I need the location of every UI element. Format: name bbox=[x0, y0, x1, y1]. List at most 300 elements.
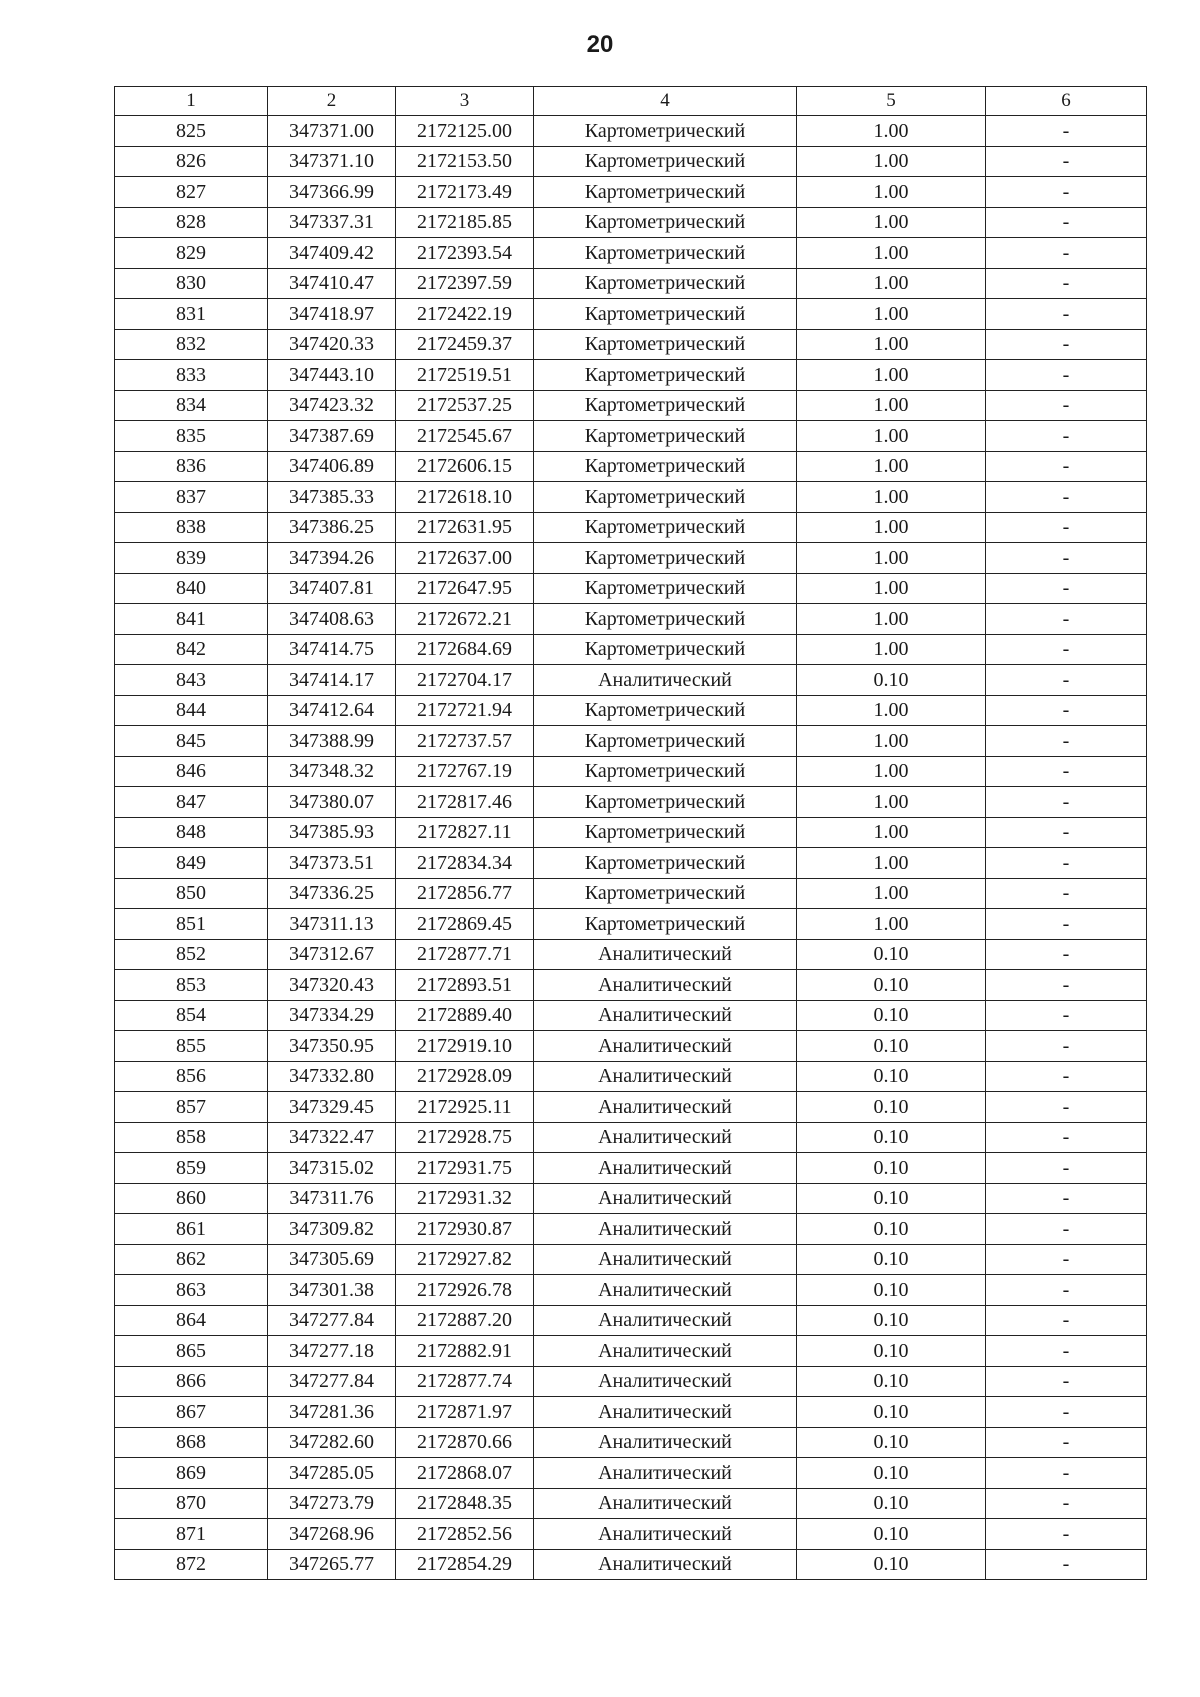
cell-point-number: 856 bbox=[115, 1061, 268, 1092]
cell-method: Картометрический bbox=[534, 451, 797, 482]
cell-method: Аналитический bbox=[534, 1305, 797, 1336]
cell-method: Аналитический bbox=[534, 1397, 797, 1428]
table-row bbox=[115, 1183, 1147, 1214]
column-header-4: 4 bbox=[534, 87, 797, 116]
cell-coordinate-x: 347414.75 bbox=[268, 634, 396, 665]
cell-note: - bbox=[986, 1244, 1147, 1275]
cell-note: - bbox=[986, 634, 1147, 665]
cell-note: - bbox=[986, 268, 1147, 299]
cell-coordinate-x: 347281.36 bbox=[268, 1397, 396, 1428]
cell-accuracy: 0.10 bbox=[797, 1336, 986, 1367]
cell-coordinate-y: 2172868.07 bbox=[396, 1458, 534, 1489]
cell-point-number: 857 bbox=[115, 1092, 268, 1123]
table-header bbox=[115, 87, 1147, 116]
cell-note: - bbox=[986, 116, 1147, 147]
cell-coordinate-y: 2172153.50 bbox=[396, 146, 534, 177]
cell-note: - bbox=[986, 939, 1147, 970]
table-row bbox=[115, 1153, 1147, 1184]
cell-coordinate-y: 2172185.85 bbox=[396, 207, 534, 238]
cell-coordinate-x: 347348.32 bbox=[268, 756, 396, 787]
cell-point-number: 835 bbox=[115, 421, 268, 452]
cell-coordinate-y: 2172631.95 bbox=[396, 512, 534, 543]
cell-coordinate-y: 2172637.00 bbox=[396, 543, 534, 574]
cell-note: - bbox=[986, 1061, 1147, 1092]
cell-point-number: 830 bbox=[115, 268, 268, 299]
cell-method: Аналитический bbox=[534, 1000, 797, 1031]
cell-method: Картометрический bbox=[534, 268, 797, 299]
cell-coordinate-y: 2172928.75 bbox=[396, 1122, 534, 1153]
cell-coordinate-y: 2172848.35 bbox=[396, 1488, 534, 1519]
cell-coordinate-y: 2172422.19 bbox=[396, 299, 534, 330]
table-row bbox=[115, 360, 1147, 391]
cell-coordinate-x: 347420.33 bbox=[268, 329, 396, 360]
cell-coordinate-x: 347301.38 bbox=[268, 1275, 396, 1306]
cell-method: Картометрический bbox=[534, 787, 797, 818]
cell-point-number: 833 bbox=[115, 360, 268, 391]
cell-coordinate-y: 2172877.74 bbox=[396, 1366, 534, 1397]
table-row bbox=[115, 207, 1147, 238]
cell-coordinate-y: 2172931.75 bbox=[396, 1153, 534, 1184]
cell-coordinate-x: 347387.69 bbox=[268, 421, 396, 452]
table-row bbox=[115, 268, 1147, 299]
cell-accuracy: 0.10 bbox=[797, 1000, 986, 1031]
cell-coordinate-y: 2172817.46 bbox=[396, 787, 534, 818]
cell-accuracy: 0.10 bbox=[797, 1488, 986, 1519]
cell-accuracy: 0.10 bbox=[797, 1061, 986, 1092]
cell-coordinate-y: 2172882.91 bbox=[396, 1336, 534, 1367]
cell-note: - bbox=[986, 970, 1147, 1001]
cell-coordinate-x: 347371.00 bbox=[268, 116, 396, 147]
cell-note: - bbox=[986, 329, 1147, 360]
table-row bbox=[115, 146, 1147, 177]
cell-method: Картометрический bbox=[534, 726, 797, 757]
cell-coordinate-x: 347380.07 bbox=[268, 787, 396, 818]
cell-note: - bbox=[986, 1488, 1147, 1519]
table-row bbox=[115, 634, 1147, 665]
cell-method: Картометрический bbox=[534, 909, 797, 940]
cell-method: Картометрический bbox=[534, 756, 797, 787]
cell-method: Картометрический bbox=[534, 482, 797, 513]
cell-coordinate-x: 347265.77 bbox=[268, 1549, 396, 1580]
cell-accuracy: 1.00 bbox=[797, 329, 986, 360]
cell-point-number: 841 bbox=[115, 604, 268, 635]
cell-point-number: 863 bbox=[115, 1275, 268, 1306]
cell-note: - bbox=[986, 1153, 1147, 1184]
cell-point-number: 866 bbox=[115, 1366, 268, 1397]
table-row bbox=[115, 817, 1147, 848]
table-row bbox=[115, 1336, 1147, 1367]
cell-method: Картометрический bbox=[534, 299, 797, 330]
cell-accuracy: 0.10 bbox=[797, 1183, 986, 1214]
cell-point-number: 860 bbox=[115, 1183, 268, 1214]
cell-coordinate-y: 2172834.34 bbox=[396, 848, 534, 879]
cell-method: Аналитический bbox=[534, 1488, 797, 1519]
cell-coordinate-x: 347371.10 bbox=[268, 146, 396, 177]
cell-accuracy: 0.10 bbox=[797, 1031, 986, 1062]
column-header-2: 2 bbox=[268, 87, 396, 116]
cell-method: Картометрический bbox=[534, 512, 797, 543]
cell-note: - bbox=[986, 909, 1147, 940]
cell-coordinate-x: 347385.93 bbox=[268, 817, 396, 848]
cell-coordinate-x: 347273.79 bbox=[268, 1488, 396, 1519]
table-row bbox=[115, 543, 1147, 574]
cell-method: Аналитический bbox=[534, 1092, 797, 1123]
cell-coordinate-x: 347309.82 bbox=[268, 1214, 396, 1245]
coordinates-table bbox=[114, 86, 1147, 1580]
cell-accuracy: 1.00 bbox=[797, 634, 986, 665]
cell-accuracy: 1.00 bbox=[797, 299, 986, 330]
cell-point-number: 859 bbox=[115, 1153, 268, 1184]
cell-method: Аналитический bbox=[534, 1061, 797, 1092]
cell-coordinate-x: 347410.47 bbox=[268, 268, 396, 299]
cell-accuracy: 0.10 bbox=[797, 1458, 986, 1489]
table-body bbox=[115, 116, 1147, 1580]
cell-method: Аналитический bbox=[534, 1427, 797, 1458]
cell-point-number: 868 bbox=[115, 1427, 268, 1458]
table-row bbox=[115, 1031, 1147, 1062]
table-row bbox=[115, 116, 1147, 147]
cell-coordinate-x: 347285.05 bbox=[268, 1458, 396, 1489]
column-header-6: 6 bbox=[986, 87, 1147, 116]
cell-coordinate-y: 2172173.49 bbox=[396, 177, 534, 208]
cell-accuracy: 1.00 bbox=[797, 726, 986, 757]
cell-method: Картометрический bbox=[534, 421, 797, 452]
table-row bbox=[115, 299, 1147, 330]
table-row bbox=[115, 1092, 1147, 1123]
cell-coordinate-x: 347320.43 bbox=[268, 970, 396, 1001]
cell-note: - bbox=[986, 573, 1147, 604]
cell-note: - bbox=[986, 512, 1147, 543]
cell-point-number: 837 bbox=[115, 482, 268, 513]
cell-point-number: 828 bbox=[115, 207, 268, 238]
cell-coordinate-y: 2172927.82 bbox=[396, 1244, 534, 1275]
cell-point-number: 826 bbox=[115, 146, 268, 177]
cell-accuracy: 0.10 bbox=[797, 1305, 986, 1336]
cell-coordinate-x: 347277.84 bbox=[268, 1366, 396, 1397]
table-row bbox=[115, 726, 1147, 757]
cell-note: - bbox=[986, 817, 1147, 848]
cell-coordinate-x: 347268.96 bbox=[268, 1519, 396, 1550]
cell-accuracy: 0.10 bbox=[797, 1122, 986, 1153]
table-row bbox=[115, 1305, 1147, 1336]
cell-method: Картометрический bbox=[534, 573, 797, 604]
cell-accuracy: 0.10 bbox=[797, 1519, 986, 1550]
table-row bbox=[115, 1488, 1147, 1519]
cell-coordinate-y: 2172618.10 bbox=[396, 482, 534, 513]
cell-note: - bbox=[986, 177, 1147, 208]
cell-accuracy: 1.00 bbox=[797, 756, 986, 787]
cell-coordinate-x: 347443.10 bbox=[268, 360, 396, 391]
table-row bbox=[115, 1549, 1147, 1580]
cell-point-number: 869 bbox=[115, 1458, 268, 1489]
cell-note: - bbox=[986, 726, 1147, 757]
cell-coordinate-x: 347312.67 bbox=[268, 939, 396, 970]
cell-note: - bbox=[986, 1122, 1147, 1153]
cell-method: Картометрический bbox=[534, 634, 797, 665]
cell-coordinate-y: 2172393.54 bbox=[396, 238, 534, 269]
cell-accuracy: 1.00 bbox=[797, 451, 986, 482]
cell-note: - bbox=[986, 238, 1147, 269]
cell-point-number: 839 bbox=[115, 543, 268, 574]
table-row bbox=[115, 909, 1147, 940]
cell-coordinate-y: 2172931.32 bbox=[396, 1183, 534, 1214]
cell-note: - bbox=[986, 604, 1147, 635]
cell-note: - bbox=[986, 1366, 1147, 1397]
cell-coordinate-y: 2172877.71 bbox=[396, 939, 534, 970]
cell-point-number: 829 bbox=[115, 238, 268, 269]
cell-accuracy: 1.00 bbox=[797, 848, 986, 879]
cell-method: Картометрический bbox=[534, 116, 797, 147]
cell-coordinate-y: 2172721.94 bbox=[396, 695, 534, 726]
cell-coordinate-y: 2172827.11 bbox=[396, 817, 534, 848]
table-row bbox=[115, 573, 1147, 604]
cell-coordinate-y: 2172893.51 bbox=[396, 970, 534, 1001]
cell-coordinate-x: 347388.99 bbox=[268, 726, 396, 757]
cell-coordinate-y: 2172767.19 bbox=[396, 756, 534, 787]
cell-accuracy: 0.10 bbox=[797, 1397, 986, 1428]
cell-note: - bbox=[986, 1427, 1147, 1458]
cell-coordinate-y: 2172925.11 bbox=[396, 1092, 534, 1123]
cell-coordinate-x: 347329.45 bbox=[268, 1092, 396, 1123]
cell-note: - bbox=[986, 1336, 1147, 1367]
cell-method: Аналитический bbox=[534, 1153, 797, 1184]
table-row bbox=[115, 1427, 1147, 1458]
cell-coordinate-y: 2172852.56 bbox=[396, 1519, 534, 1550]
cell-accuracy: 0.10 bbox=[797, 1366, 986, 1397]
cell-accuracy: 1.00 bbox=[797, 390, 986, 421]
cell-accuracy: 1.00 bbox=[797, 909, 986, 940]
cell-method: Картометрический bbox=[534, 604, 797, 635]
cell-accuracy: 1.00 bbox=[797, 268, 986, 299]
table-row bbox=[115, 1244, 1147, 1275]
cell-point-number: 853 bbox=[115, 970, 268, 1001]
cell-coordinate-x: 347414.17 bbox=[268, 665, 396, 696]
cell-point-number: 844 bbox=[115, 695, 268, 726]
cell-method: Картометрический bbox=[534, 177, 797, 208]
cell-note: - bbox=[986, 787, 1147, 818]
cell-coordinate-y: 2172871.97 bbox=[396, 1397, 534, 1428]
cell-note: - bbox=[986, 207, 1147, 238]
cell-note: - bbox=[986, 390, 1147, 421]
cell-method: Картометрический bbox=[534, 329, 797, 360]
cell-accuracy: 1.00 bbox=[797, 146, 986, 177]
cell-accuracy: 0.10 bbox=[797, 665, 986, 696]
cell-note: - bbox=[986, 1397, 1147, 1428]
cell-point-number: 850 bbox=[115, 878, 268, 909]
table-row bbox=[115, 1397, 1147, 1428]
table-row bbox=[115, 1122, 1147, 1153]
cell-coordinate-y: 2172870.66 bbox=[396, 1427, 534, 1458]
table-row bbox=[115, 665, 1147, 696]
cell-note: - bbox=[986, 1183, 1147, 1214]
cell-coordinate-x: 347418.97 bbox=[268, 299, 396, 330]
cell-point-number: 848 bbox=[115, 817, 268, 848]
cell-accuracy: 1.00 bbox=[797, 421, 986, 452]
cell-coordinate-y: 2172928.09 bbox=[396, 1061, 534, 1092]
cell-method: Картометрический bbox=[534, 817, 797, 848]
page-number: 20 bbox=[586, 31, 614, 58]
cell-method: Аналитический bbox=[534, 1183, 797, 1214]
cell-coordinate-y: 2172606.15 bbox=[396, 451, 534, 482]
cell-coordinate-y: 2172684.69 bbox=[396, 634, 534, 665]
cell-point-number: 851 bbox=[115, 909, 268, 940]
cell-point-number: 836 bbox=[115, 451, 268, 482]
cell-coordinate-y: 2172926.78 bbox=[396, 1275, 534, 1306]
cell-coordinate-y: 2172930.87 bbox=[396, 1214, 534, 1245]
cell-point-number: 827 bbox=[115, 177, 268, 208]
cell-coordinate-x: 347282.60 bbox=[268, 1427, 396, 1458]
cell-note: - bbox=[986, 665, 1147, 696]
cell-point-number: 849 bbox=[115, 848, 268, 879]
cell-coordinate-x: 347336.25 bbox=[268, 878, 396, 909]
cell-coordinate-y: 2172519.51 bbox=[396, 360, 534, 391]
cell-point-number: 858 bbox=[115, 1122, 268, 1153]
table-row bbox=[115, 421, 1147, 452]
cell-coordinate-x: 347311.76 bbox=[268, 1183, 396, 1214]
cell-accuracy: 0.10 bbox=[797, 1427, 986, 1458]
cell-method: Аналитический bbox=[534, 1366, 797, 1397]
cell-coordinate-x: 347408.63 bbox=[268, 604, 396, 635]
cell-point-number: 840 bbox=[115, 573, 268, 604]
cell-point-number: 870 bbox=[115, 1488, 268, 1519]
cell-accuracy: 1.00 bbox=[797, 116, 986, 147]
cell-note: - bbox=[986, 1031, 1147, 1062]
cell-point-number: 847 bbox=[115, 787, 268, 818]
cell-accuracy: 0.10 bbox=[797, 1244, 986, 1275]
table-row bbox=[115, 939, 1147, 970]
cell-note: - bbox=[986, 1275, 1147, 1306]
cell-coordinate-x: 347373.51 bbox=[268, 848, 396, 879]
cell-accuracy: 1.00 bbox=[797, 817, 986, 848]
cell-note: - bbox=[986, 1549, 1147, 1580]
cell-accuracy: 1.00 bbox=[797, 482, 986, 513]
cell-coordinate-y: 2172545.67 bbox=[396, 421, 534, 452]
table-row bbox=[115, 1519, 1147, 1550]
cell-coordinate-x: 347315.02 bbox=[268, 1153, 396, 1184]
cell-coordinate-y: 2172737.57 bbox=[396, 726, 534, 757]
cell-point-number: 834 bbox=[115, 390, 268, 421]
cell-coordinate-x: 347277.84 bbox=[268, 1305, 396, 1336]
cell-accuracy: 0.10 bbox=[797, 1275, 986, 1306]
cell-method: Аналитический bbox=[534, 1214, 797, 1245]
cell-coordinate-y: 2172397.59 bbox=[396, 268, 534, 299]
cell-note: - bbox=[986, 299, 1147, 330]
cell-coordinate-x: 347311.13 bbox=[268, 909, 396, 940]
cell-method: Картометрический bbox=[534, 390, 797, 421]
table-row bbox=[115, 756, 1147, 787]
cell-point-number: 838 bbox=[115, 512, 268, 543]
cell-note: - bbox=[986, 848, 1147, 879]
cell-coordinate-x: 347332.80 bbox=[268, 1061, 396, 1092]
cell-accuracy: 1.00 bbox=[797, 878, 986, 909]
column-header-5: 5 bbox=[797, 87, 986, 116]
cell-note: - bbox=[986, 360, 1147, 391]
column-header-3: 3 bbox=[396, 87, 534, 116]
cell-note: - bbox=[986, 146, 1147, 177]
cell-note: - bbox=[986, 756, 1147, 787]
cell-point-number: 845 bbox=[115, 726, 268, 757]
cell-point-number: 842 bbox=[115, 634, 268, 665]
cell-coordinate-x: 347334.29 bbox=[268, 1000, 396, 1031]
cell-coordinate-x: 347305.69 bbox=[268, 1244, 396, 1275]
cell-method: Аналитический bbox=[534, 970, 797, 1001]
cell-note: - bbox=[986, 695, 1147, 726]
cell-point-number: 852 bbox=[115, 939, 268, 970]
table-row bbox=[115, 390, 1147, 421]
cell-coordinate-x: 347423.32 bbox=[268, 390, 396, 421]
cell-method: Аналитический bbox=[534, 1336, 797, 1367]
cell-method: Картометрический bbox=[534, 207, 797, 238]
cell-point-number: 855 bbox=[115, 1031, 268, 1062]
cell-coordinate-y: 2172537.25 bbox=[396, 390, 534, 421]
table-row bbox=[115, 1275, 1147, 1306]
cell-coordinate-y: 2172887.20 bbox=[396, 1305, 534, 1336]
header-row bbox=[115, 87, 1147, 116]
table-row bbox=[115, 1061, 1147, 1092]
cell-note: - bbox=[986, 451, 1147, 482]
cell-point-number: 872 bbox=[115, 1549, 268, 1580]
cell-accuracy: 0.10 bbox=[797, 1092, 986, 1123]
cell-accuracy: 1.00 bbox=[797, 604, 986, 635]
table-row bbox=[115, 238, 1147, 269]
cell-point-number: 867 bbox=[115, 1397, 268, 1428]
cell-coordinate-y: 2172672.21 bbox=[396, 604, 534, 635]
cell-note: - bbox=[986, 878, 1147, 909]
cell-note: - bbox=[986, 1092, 1147, 1123]
table-row bbox=[115, 1214, 1147, 1245]
table-row bbox=[115, 787, 1147, 818]
cell-coordinate-y: 2172459.37 bbox=[396, 329, 534, 360]
cell-coordinate-y: 2172919.10 bbox=[396, 1031, 534, 1062]
cell-coordinate-x: 347277.18 bbox=[268, 1336, 396, 1367]
cell-coordinate-y: 2172869.45 bbox=[396, 909, 534, 940]
table-row bbox=[115, 1000, 1147, 1031]
cell-coordinate-x: 347337.31 bbox=[268, 207, 396, 238]
cell-method: Аналитический bbox=[534, 1275, 797, 1306]
cell-coordinate-y: 2172856.77 bbox=[396, 878, 534, 909]
cell-note: - bbox=[986, 421, 1147, 452]
table-row bbox=[115, 177, 1147, 208]
cell-method: Аналитический bbox=[534, 1549, 797, 1580]
table-row bbox=[115, 512, 1147, 543]
cell-coordinate-y: 2172125.00 bbox=[396, 116, 534, 147]
cell-accuracy: 1.00 bbox=[797, 787, 986, 818]
cell-note: - bbox=[986, 1305, 1147, 1336]
table-row bbox=[115, 604, 1147, 635]
cell-coordinate-x: 347385.33 bbox=[268, 482, 396, 513]
cell-accuracy: 1.00 bbox=[797, 543, 986, 574]
cell-point-number: 871 bbox=[115, 1519, 268, 1550]
cell-coordinate-x: 347366.99 bbox=[268, 177, 396, 208]
cell-point-number: 862 bbox=[115, 1244, 268, 1275]
table-row bbox=[115, 1458, 1147, 1489]
cell-note: - bbox=[986, 1458, 1147, 1489]
cell-point-number: 861 bbox=[115, 1214, 268, 1245]
table-row bbox=[115, 482, 1147, 513]
cell-note: - bbox=[986, 543, 1147, 574]
cell-accuracy: 1.00 bbox=[797, 207, 986, 238]
cell-accuracy: 1.00 bbox=[797, 512, 986, 543]
cell-accuracy: 1.00 bbox=[797, 238, 986, 269]
cell-method: Картометрический bbox=[534, 695, 797, 726]
cell-coordinate-x: 347412.64 bbox=[268, 695, 396, 726]
cell-coordinate-y: 2172889.40 bbox=[396, 1000, 534, 1031]
cell-point-number: 846 bbox=[115, 756, 268, 787]
cell-coordinate-x: 347394.26 bbox=[268, 543, 396, 574]
cell-accuracy: 1.00 bbox=[797, 177, 986, 208]
cell-point-number: 843 bbox=[115, 665, 268, 696]
cell-point-number: 864 bbox=[115, 1305, 268, 1336]
